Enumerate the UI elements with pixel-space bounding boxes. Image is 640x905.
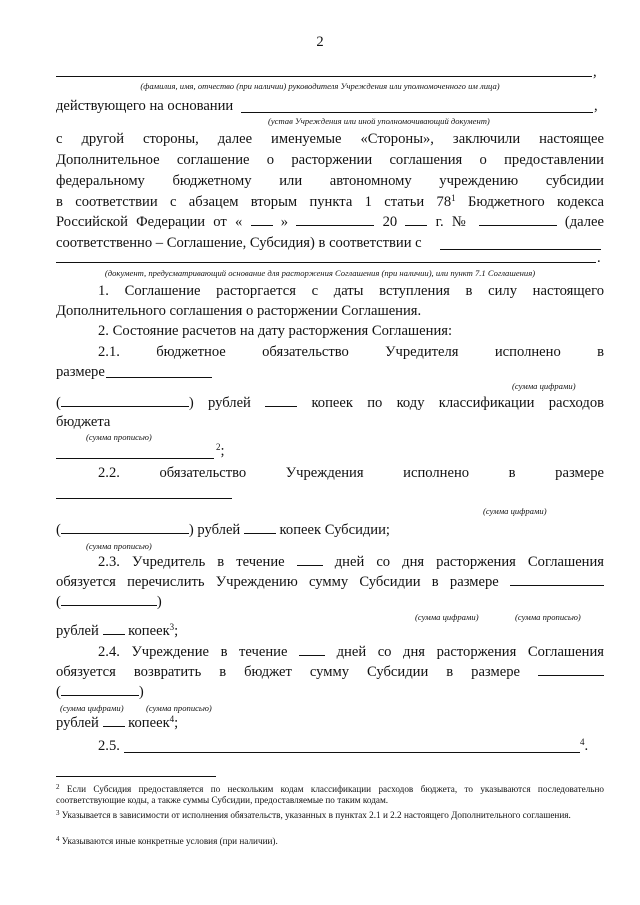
clause-1: 1. Соглашение расторгается с даты вступления в силу настоящего <box>98 283 604 299</box>
clause-2-3: 2.3. Учредитель в течение дней со дня расторжения Соглашения <box>98 554 605 570</box>
footnote-4: $^4$ Указываются иные конкретные условия (при наличии). <box>56 835 278 846</box>
comma: , <box>594 98 598 114</box>
sum-words-caption: (сумма прописью) <box>515 612 581 622</box>
footnote-3: $^3$ Указывается в зависимости от исполнения обязательств, указанных в пунктах 2.1 и 2.2 настоящего Дополнительного соглашения. <box>56 809 571 820</box>
sum-digits-caption: (сумма цифрами) <box>415 612 479 622</box>
clause-1: Дополнительного соглашения о расторжении Соглашения. <box>56 303 422 319</box>
clause-2-4: обязуется возвратить в бюджет сумму Субсидии в размере <box>56 663 604 681</box>
clause-2-4: ( ) <box>56 684 144 700</box>
clause-2-2: ( ) рублей копеек Субсидии; <box>56 522 390 538</box>
text-line: федеральному бюджетному или автономному учреждению субсидии <box>56 173 604 189</box>
document-caption: (документ, предусматривающий основание для расторжения Соглашения (при наличии), или пункт 7.1 Соглашения) <box>104 268 536 278</box>
code-line <box>56 458 214 459</box>
footnote-ref: $^2$; <box>216 442 225 459</box>
sum-words-caption: (сумма прописью) <box>146 703 212 713</box>
amount-line <box>106 377 212 378</box>
sum-words-caption: (сумма прописью) <box>86 432 152 442</box>
text-line: с другой стороны, далее именуемые «Стороны», заключили настоящее <box>56 131 604 147</box>
text-line: соответственно – Соглашение, Субсидия) в соответствии с <box>56 235 422 251</box>
sum-digits-caption: (сумма цифрами) <box>512 381 576 391</box>
clause-2-2: 2.2. обязательство Учреждения исполнено в размере <box>98 465 604 481</box>
footnote-ref: $^4$. <box>580 737 589 754</box>
clause-2: 2. Состояние расчетов на дату расторжения Соглашения: <box>98 323 453 339</box>
clause-2-3: рублей копеек$^3$; <box>56 622 179 639</box>
sum-words-caption: (сумма прописью) <box>86 541 152 551</box>
text-line: в соответствии с абзацем вторым пункта 1 статьи $78^1$ Бюджетного кодекса <box>56 193 604 210</box>
charter-caption: (устав Учреждения или иной уполномочивающий документ) <box>268 116 490 126</box>
sum-digits-caption: (сумма цифрами) <box>483 506 547 516</box>
clause-2-5: 2.5. <box>98 738 120 754</box>
head-name-caption: (фамилия, имя, отчество (при наличии) руководителя Учреждения или уполномоченного им лица) <box>140 81 500 91</box>
sum-digits-caption: (сумма цифрами) <box>60 703 124 713</box>
clause-2-1: размере <box>56 364 105 380</box>
clause-2-1: 2.1. бюджетное обязательство Учредителя исполнено в <box>98 344 604 360</box>
clause-2-5-line <box>124 752 580 753</box>
clause-2-3: ( ) <box>56 594 162 610</box>
clause-2-4: 2.4. Учреждение в течение дней со дня расторжения Соглашения <box>98 644 604 660</box>
clause-2-3: обязуется перечислить Учреждению сумму Субсидии в размере <box>56 573 604 591</box>
page-number: 2 <box>316 34 324 50</box>
acting-basis-line <box>241 112 593 113</box>
period: . <box>597 250 601 266</box>
clause-2-4: рублей копеек$^4$; <box>56 714 179 731</box>
amount-line <box>56 498 232 499</box>
document-line <box>56 262 596 263</box>
text-line: Дополнительное соглашение о расторжении соглашения о предоставлении <box>56 152 604 168</box>
text-line: Российской Федерации от « » 20 г. № (далее <box>56 214 604 230</box>
basis-line <box>440 249 601 250</box>
comma: , <box>593 64 597 80</box>
acting-basis-label: действующего на основании <box>56 98 234 114</box>
clause-2-1: ( ) рублей копеек по коду классификации расходов <box>56 395 605 411</box>
footnote-2: $^2$ Если Субсидия предоставляется по нескольким кодам классификации расходов бюджета, то указываются последовательно соответствующие коды, а также суммы Субсидии, предоставляемые по таким кодам. <box>56 783 604 805</box>
footnote-separator <box>56 776 216 777</box>
head-name-line <box>56 76 592 77</box>
clause-2-1: бюджета <box>56 414 111 430</box>
